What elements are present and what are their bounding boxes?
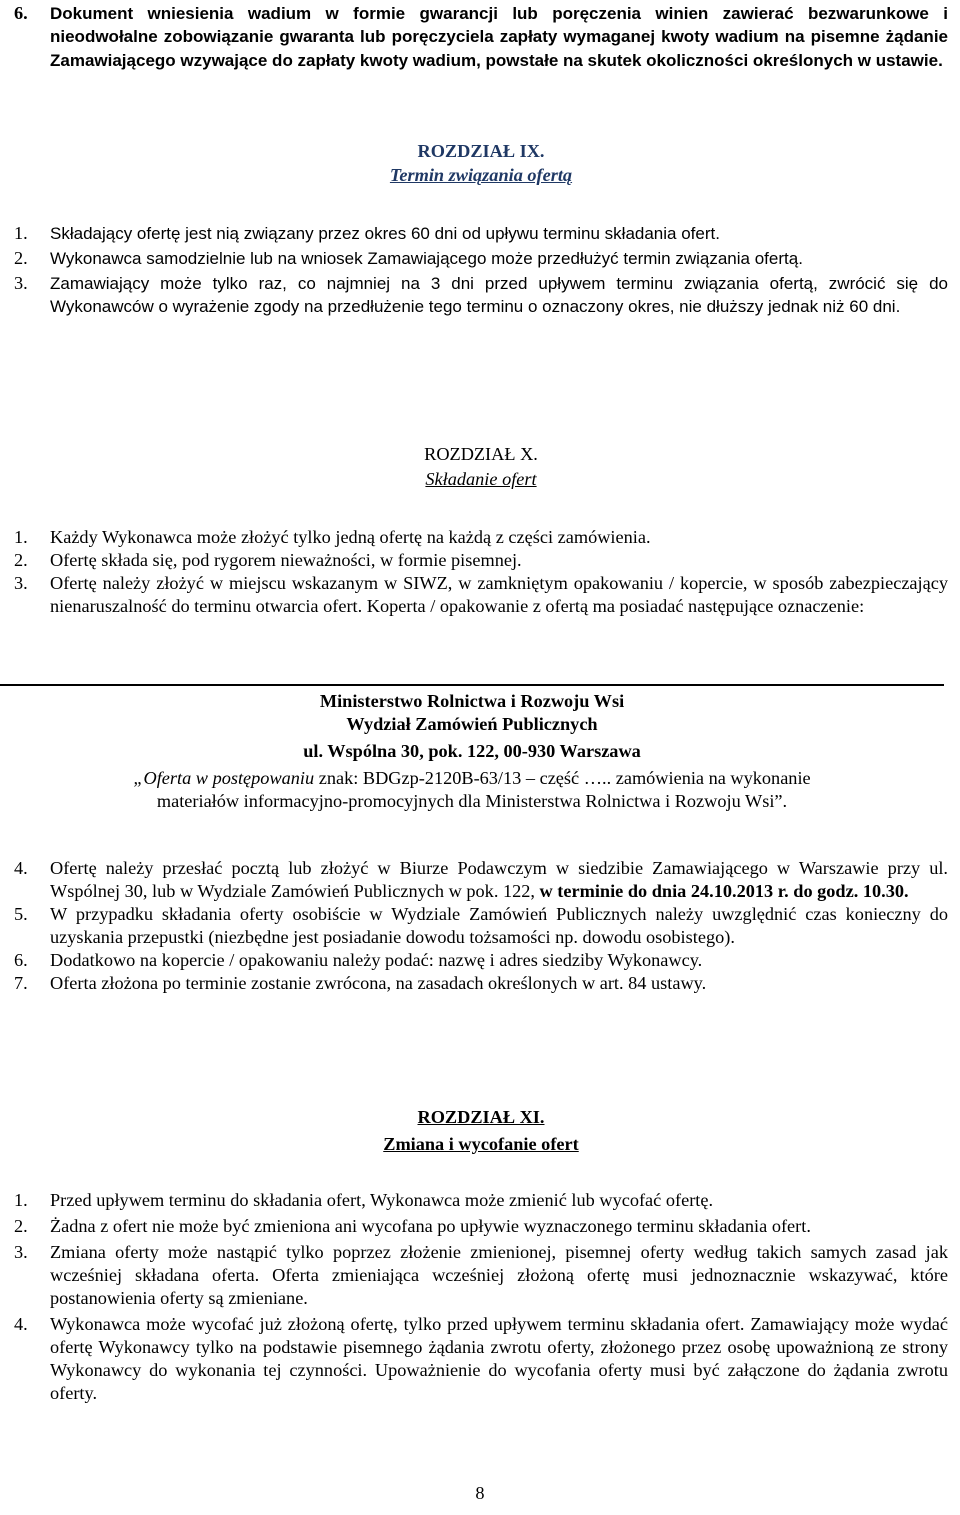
item-text: Dodatkowo na kopercie / opakowaniu należy podać: nazwę i adres siedziby Wykonawcy. xyxy=(50,950,703,970)
list-item xyxy=(14,222,948,245)
list-item xyxy=(14,1189,948,1212)
offer-reference: znak: BDGzp-2120B-63/13 – część ….. zamówienia na wykonanie xyxy=(314,768,811,788)
item-text xyxy=(50,857,948,903)
list-item xyxy=(14,572,948,618)
chapter-title: ROZDZIAŁ XI. xyxy=(417,1107,545,1127)
item-text: Oferta złożona po terminie zostanie zwrócona, na zasadach określonych w art. 84 ustawy. xyxy=(50,973,707,993)
chapter-xi-list xyxy=(14,1189,948,1405)
item-number: 2. xyxy=(14,550,28,570)
item-number: 3. xyxy=(14,273,28,293)
chapter-ix-list xyxy=(14,222,948,318)
item-text: Zmiana oferty może nastąpić tylko poprzez złożenie zmienionej, pisemnej oferty według takich samych zasad jak wcześniej składana oferta. Oferta zmieniająca wcześniej złożoną ofertę musi jednoznacznie wskazywać, które postanowienia oferty są zmieniane. xyxy=(50,1242,948,1308)
item-text: Żadna z ofert nie może być zmieniona ani wycofana po upływie wyznaczonego terminu składania ofert. xyxy=(50,1216,811,1236)
chapter-subtitle: Termin związania ofertą xyxy=(389,165,573,185)
item-number: 1. xyxy=(14,527,28,547)
list-item xyxy=(14,272,948,318)
envelope-line-subject: materiałów informacyjno-promocyjnych dla Ministerstwa Rolnictwa i Rozwoju Wsi”. xyxy=(156,791,788,811)
item-text: Każdy Wykonawca może złożyć tylko jedną ofertę na każdą z części zamówienia. xyxy=(50,527,651,547)
item-text: Ofertę składa się, pod rygorem nieważności, w formie pisemnej. xyxy=(50,550,522,570)
chapter-title: ROZDZIAŁ X. xyxy=(424,444,538,464)
list-item xyxy=(14,903,948,949)
item-text: Zamawiający może tylko raz, co najmniej na 3 dni przed upływem terminu związania ofertą, zwrócić się do Wykonawców o wyrażenie zgody na przedłużenie tego terminu o oznaczony okres, nie dłuższy jednak niż 60 dni. xyxy=(50,274,948,316)
item-number: 7. xyxy=(14,973,28,993)
item-number: 6. xyxy=(14,3,28,23)
item-number: 2. xyxy=(14,1216,28,1236)
item-text: Wykonawca może wycofać już złożoną ofertę, tylko przed upływem terminu składania ofert. Zamawiający może wydać ofertę Wykonawcy tylko na podstawie pisemnego żądania zwrotu oferty, złożonego przez osobę upoważnioną ze strony Wykonawcy do wykonania tej czynności. Upoważnienie do wycofania oferty musi być załączone do żądania zwrotu oferty. xyxy=(50,1314,948,1403)
list-item xyxy=(14,857,948,903)
item-text: W przypadku składania oferty osobiście w Wydziale Zamówień Publicznych należy uwzględnić czas konieczny do uzyskania przepustki (niezbędne jest posiadanie dowodu tożsamości np. dowodu osobistego). xyxy=(50,904,948,947)
item-number: 1. xyxy=(14,223,28,243)
list-item xyxy=(14,247,948,270)
list-item xyxy=(14,1215,948,1238)
envelope-line-ministry: Ministerstwo Rolnictwa i Rozwoju Wsi xyxy=(319,691,625,711)
item-text-main: Ofertę należy przesłać pocztą lub złożyć w Biurze Podawczym w siedzibie Zamawiającego w Warszawie przy ul. Wspólnej 30, lub w Wydziale Zamówień Publicznych w pok. 122, xyxy=(50,858,948,901)
item-text: Dokument wniesienia wadium w formie gwarancji lub poręczenia winien zawierać bezwarunkowe i nieodwołalne zobowiązanie gwaranta lub poręczyciela zapłaty wymaganej kwoty wadium na pisemne żądanie Zamawiającego wzywające do zapłaty kwoty wadium, powstałe na skutek okoliczności określonych w ustawie. xyxy=(50,4,948,70)
item-text: Przed upływem terminu do składania ofert, Wykonawca może zmienić lub wycofać ofertę. xyxy=(50,1190,714,1210)
item-number: 1. xyxy=(14,1190,28,1210)
list-item xyxy=(14,549,948,572)
envelope-label-content xyxy=(0,686,944,813)
item-text: Składający ofertę jest nią związany przez okres 60 dni od upływu terminu składania ofert. xyxy=(50,224,720,243)
offer-label: „Oferta w postępowaniu xyxy=(133,768,315,788)
chapter-x-list xyxy=(14,526,948,618)
chapter-x-list-continued xyxy=(14,857,948,995)
item-number: 3. xyxy=(14,1242,28,1262)
envelope-line-address: ul. Wspólna 30, pok. 122, 00-930 Warszawa xyxy=(303,741,641,761)
deadline-text: w terminie do dnia 24.10.2013 r. do godz. 10.30. xyxy=(539,881,909,901)
list-item xyxy=(14,1313,948,1405)
chapter-title: ROZDZIAŁ IX. xyxy=(417,141,545,161)
envelope-line-offer xyxy=(0,767,944,790)
item-number: 6. xyxy=(14,950,28,970)
envelope-label-box xyxy=(0,684,944,836)
chapter-subtitle: Składanie ofert xyxy=(425,469,537,489)
list-item xyxy=(14,1241,948,1310)
item-number: 4. xyxy=(14,1314,28,1334)
item-text: Ofertę należy złożyć w miejscu wskazanym w SIWZ, w zamkniętym opakowaniu / kopercie, w sposób zabezpieczający nienaruszalność do terminu otwarcia ofert. Koperta / opakowanie z ofertą ma posiadać następujące oznaczenie: xyxy=(50,573,948,616)
list-item xyxy=(14,949,948,972)
list-item xyxy=(14,526,948,549)
chapter-subtitle: Zmiana i wycofanie ofert xyxy=(383,1134,579,1154)
list-item xyxy=(14,2,948,72)
list-item xyxy=(14,972,948,995)
item-text: Wykonawca samodzielnie lub na wniosek Zamawiającego może przedłużyć termin związania ofertą. xyxy=(50,249,803,268)
item-number: 5. xyxy=(14,904,28,924)
item-number: 2. xyxy=(14,248,28,268)
item-number: 4. xyxy=(14,858,28,878)
envelope-line-department: Wydział Zamówień Publicznych xyxy=(346,714,598,734)
item-number: 3. xyxy=(14,573,28,593)
page-number: 8 xyxy=(475,1483,485,1503)
